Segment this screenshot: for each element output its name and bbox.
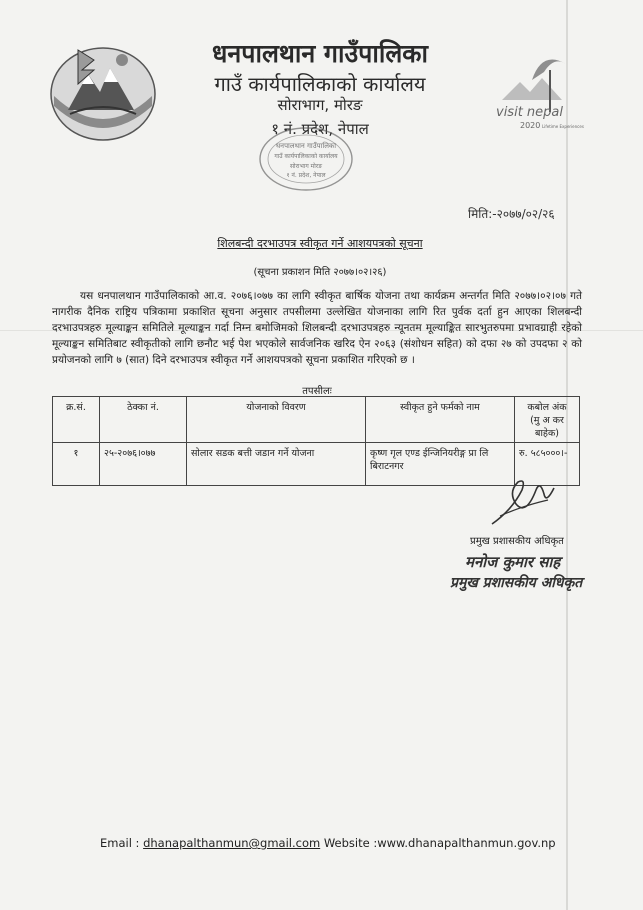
stamp-line: धनपालथान गाउँपालिका bbox=[275, 142, 337, 150]
website-link[interactable]: www.dhanapalthanmun.gov.np bbox=[377, 836, 556, 850]
details-label: तपसीलः bbox=[302, 386, 332, 397]
publication-date: (सूचना प्रकाशन मिति २०७७।०२।२६) bbox=[253, 267, 387, 278]
notice-subject-text: शिलबन्दी दरभाउपत्र स्वीकृत गर्ने आशयपत्रको सूचना bbox=[217, 237, 423, 250]
header-contract-no: ठेक्का नं. bbox=[100, 397, 187, 443]
header-firm: स्वीकृत हुने फर्मको नाम bbox=[366, 397, 515, 443]
signatory-name-stamp: मनोज कुमार साह bbox=[465, 553, 561, 571]
stamp-line: गाउँ कार्यपालिकाको कार्यालय bbox=[274, 153, 338, 160]
header-amount bbox=[515, 397, 580, 443]
notice-date: मिति:-२०७७/०२/२६ bbox=[468, 207, 555, 221]
signature-icon bbox=[482, 470, 562, 530]
notice-body bbox=[52, 288, 582, 368]
cell-amount: रु. ५८५०००।- bbox=[515, 443, 580, 486]
table-header-row bbox=[53, 397, 580, 443]
email-label: Email : bbox=[100, 836, 144, 850]
email-link[interactable]: dhanapalthanmun@gmail.com bbox=[143, 836, 321, 850]
visit-logo-year: 2020 bbox=[520, 121, 541, 130]
visit-logo-text: visit nepal bbox=[496, 105, 563, 120]
signatory-title: प्रमुख प्रशासकीय अधिकृत bbox=[470, 536, 564, 547]
cell-firm: कृष्ण गृल एण्ड ईन्जिनियरीङ्ग प्रा लि बिराटनगर bbox=[366, 443, 515, 486]
notice-body-text: यस धनपालथान गाउँपालिकाको आ.व. २०७६।०७७ का लागि स्वीकृत बार्षिक योजना तथा कार्यक्रम अन्तर्गत मिति २०७७।०२।०७ गते नागरीक दैनिक राष्ट्रिय पत्रिकामा प्रकाशित सूचना अनुसार तपसीलमा उल्लेखित योजनाका लागि रित पुर्वक दर्ता हुन आएका शिलबन्दी दरभाउपत्रहरु मूल्याङ्कन समितिले मूल्याङ्कन गर्दा निम्न बमोजिमको शिलबन्दी दरभाउपत्रहरु न्यूनतम मूल्याङ्कित सारभुतरुपमा प्रभावग्राही रहेको मूल्याङ्कन समितिबाट स्वीकृतीको लागि छनौट भई पेश भएकोले सार्वजनिक खरिद ऐन २०६३ (संशोधन सहित) को दफा २७ को उपदफा २ को प्रयोजनको लागि ७ (सात) दिने दरभाउपत्र स्वीकृत गर्ने आशयपत्रको सूचना प्रकाशित गरिएको छ । bbox=[52, 290, 582, 366]
office-address: सोराभाग, मोरङ bbox=[277, 96, 363, 114]
province: १ नं. प्रदेश, नेपाल bbox=[271, 120, 369, 138]
cell-sn: १ bbox=[53, 443, 100, 486]
contact-footer bbox=[100, 836, 580, 850]
cell-contract-no: २५-२०७६।०७७ bbox=[100, 443, 187, 486]
header-project: योजनाको विवरण bbox=[187, 397, 366, 443]
signatory-designation-stamp: प्रमुख प्रशासकीय अधिकृत bbox=[450, 575, 583, 591]
stamp-line: १ नं. प्रदेश, नेपाल bbox=[286, 172, 326, 179]
visit-nepal-logo-icon bbox=[492, 42, 584, 134]
office-name: गाउँ कार्यपालिकाको कार्यालय bbox=[214, 72, 426, 96]
website-label: Website : bbox=[323, 836, 378, 850]
header-sn: क्र.सं. bbox=[53, 397, 100, 443]
stamp-line: सोराभाग मोरङ bbox=[289, 163, 323, 170]
visit-logo-tagline: Lifetime Experiences bbox=[542, 124, 584, 129]
org-name: धनपालथान गाउँपालिका bbox=[212, 39, 428, 68]
header-amount-label: कबोल अंक bbox=[527, 402, 567, 413]
cell-project: सोलार सडक बत्ती जडान गर्ने योजना bbox=[187, 443, 366, 486]
header-amount-note: (मु अ कर बाहेक) bbox=[530, 415, 564, 439]
government-emblem-icon bbox=[48, 40, 158, 144]
office-stamp-icon bbox=[256, 124, 356, 194]
notice-subject bbox=[90, 236, 550, 251]
